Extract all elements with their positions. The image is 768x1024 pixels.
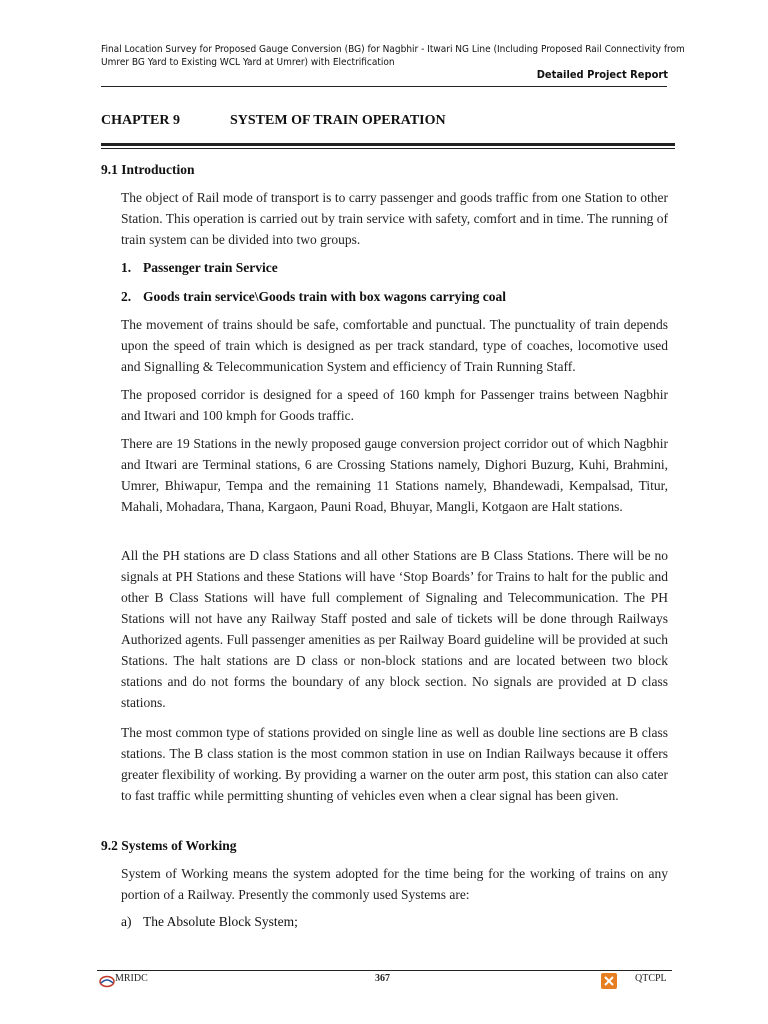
section-heading-systems-of-working: 9.2 Systems of Working	[101, 838, 237, 853]
paragraph-system-of-working: System of Working means the system adopted for the time being for the working of trains on any portion of a Railway. Presently the commonly used Systems are:	[121, 866, 668, 902]
qtcpl-logo-icon	[601, 973, 617, 994]
paragraph-b-class-stations: The most common type of stations provided on single line as well as double line sections are B class stations. The B class station is the most common station in use on Indian Railways because it offers greater flexibility of working. By providing a warner on the outer arm post, this station can also cater to fast traffic while permitting shunting of vehicles even when a clear signal has been given.	[121, 725, 668, 803]
header-rule	[101, 86, 667, 87]
chapter-rule-thick	[101, 143, 675, 146]
paragraph-stations: There are 19 Stations in the newly proposed gauge conversion project corridor out of which Nagbhir and Itwari are Terminal stations, 6 are Crossing Stations namely, Dighori Buzurg, Kuhi, Brahmini, Umrer, Bhiwapur, Tempa and the remaining 11 Stations namely, Bhandewadi, Kempalsad, Titur, Mahali, Mohadara, Thana, Kargaon, Pauni Road, Bhuyar, Mangli, Kotgaon are Halt stations.	[121, 436, 668, 514]
intro-paragraph: The object of Rail mode of transport is to carry passenger and goods traffic from one Station to other Station. This operation is carried out by train service with safety, comfort and in time. The running of train system can be divided into two groups.	[121, 190, 668, 247]
chapter-number: CHAPTER 9	[101, 113, 180, 128]
footer-rule	[97, 970, 672, 971]
list-item-goods-service: Goods train service\Goods train with box wagons carrying coal	[143, 289, 506, 304]
list-item-number-2: 2.	[121, 289, 132, 304]
paragraph-train-movement: The movement of trains should be safe, comfortable and punctual. The punctuality of train depends upon the speed of train which is designed as per track standard, type of coaches, locomotive used and Signalling & Telecommunication System and efficiency of Train Running Staff.	[121, 317, 668, 374]
list-item-absolute-block-system: The Absolute Block System;	[143, 914, 298, 929]
chapter-title: SYSTEM OF TRAIN OPERATION	[230, 113, 446, 128]
paragraph-station-classes: All the PH stations are D class Stations and all other Stations are B Class Stations. There will be no signals at PH Stations and these Stations will have ‘Stop Boards’ for Trains to halt for the public and other B Class Stations will have full complement of Signaling and Telecommunication. The PH Stations will not have any Railway Staff posted and sale of tickets will be done through Railways Authorized agents. Full passenger amenities as per Railway Board guideline will be provided at such Stations. The halt stations are D class or non-block stations and are located between two block stations and do not forms the boundary of any block section. No signals are provided at D class stations.	[121, 548, 668, 710]
list-item-passenger-service: Passenger train Service	[143, 260, 278, 275]
header-title-line-1: Final Location Survey for Proposed Gauge Conversion (BG) for Nagbhir - Itwari NG Line (Including Proposed Rail Connectivity from	[101, 44, 685, 55]
section-heading-introduction: 9.1 Introduction	[101, 162, 195, 177]
mridc-logo-icon	[99, 975, 115, 993]
report-type-label: Detailed Project Report	[536, 68, 668, 81]
header-title-line-2: Umrer BG Yard to Existing WCL Yard at Umrer) with Electrification	[101, 57, 395, 68]
list-item-number-1: 1.	[121, 260, 132, 275]
chapter-rule-thin	[101, 148, 675, 149]
list-item-label-a: a)	[121, 914, 132, 929]
footer-left-label: MRIDC	[115, 973, 148, 984]
page-number: 367	[375, 973, 390, 984]
footer-right-label: QTCPL	[635, 973, 667, 984]
paragraph-corridor-speed: The proposed corridor is designed for a speed of 160 kmph for Passenger trains between Nagbhir and Itwari and 100 kmph for Goods traffic.	[121, 387, 668, 423]
